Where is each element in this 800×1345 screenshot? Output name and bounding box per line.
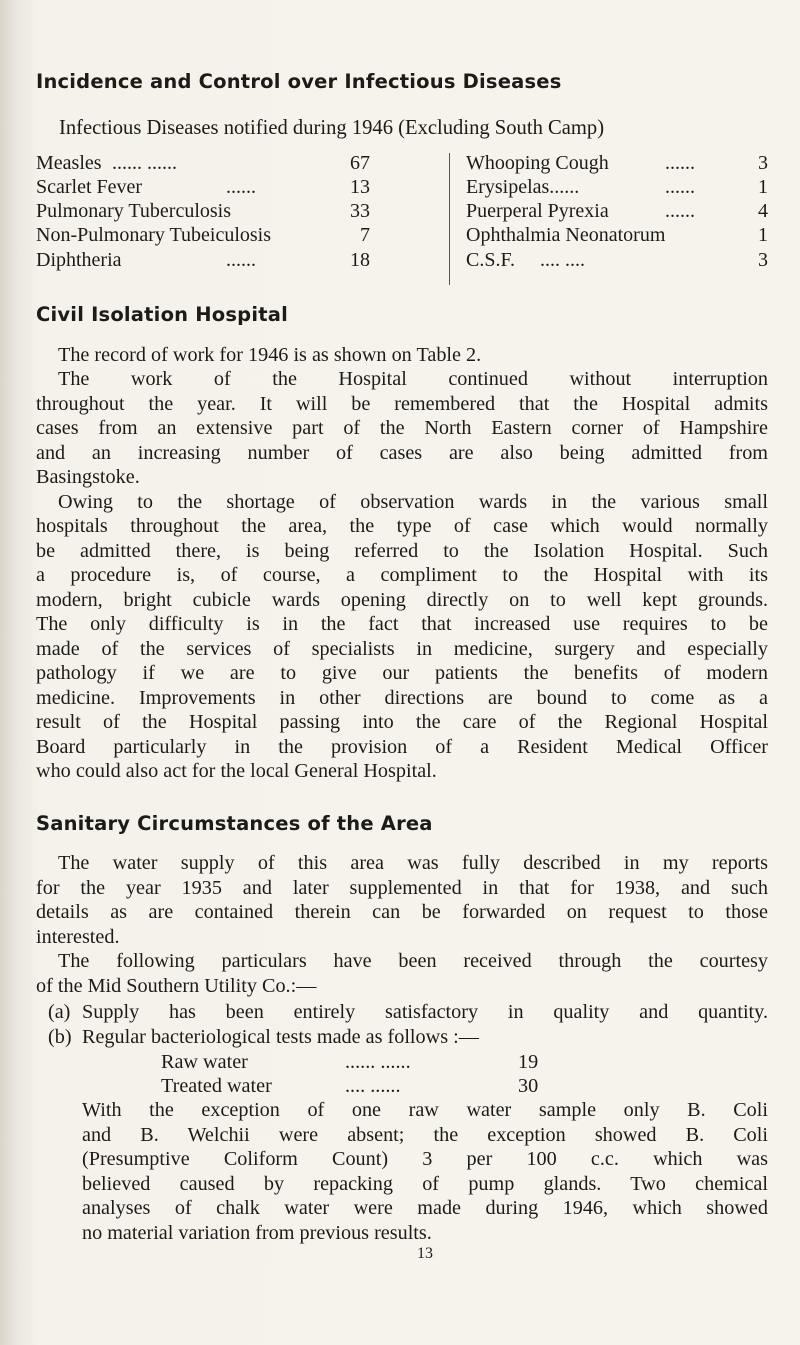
disease-name: Whooping Cough <box>466 152 609 174</box>
disease-name: Puerperal Pyrexia <box>466 200 609 222</box>
leader-dots: ...... ...... <box>345 1051 411 1073</box>
text-line: a procedure is, of course, a compliment to the Hospital with its <box>36 564 768 586</box>
disease-name: Non-Pulmonary Tubeiculosis <box>36 224 272 246</box>
disease-name: Scarlet Fever <box>36 176 143 198</box>
leader-dots: ...... <box>226 249 256 271</box>
text-line: interested. <box>36 926 120 948</box>
text-line: hospitals throughout the area, the type of case which would normally <box>36 515 768 537</box>
disease-count: 4 <box>758 200 768 222</box>
list-marker: (b) <box>48 1026 72 1048</box>
test-value: 30 <box>518 1075 539 1097</box>
leader-dots: ...... <box>665 152 695 174</box>
disease-name: Pulmonary Tuberculosis <box>36 200 232 222</box>
text-line: who could also act for the local General Hospital. <box>36 760 437 782</box>
text-line: no material variation from previous results. <box>82 1222 432 1244</box>
text-line: result of the Hospital passing into the care of the Regional Hospital <box>36 711 768 733</box>
disease-name: Erysipelas...... <box>466 176 580 198</box>
leader-dots: ...... <box>226 176 256 198</box>
notified-caption: Infectious Diseases notified during 1946 (Excluding South Camp) <box>59 117 605 139</box>
disease-count: 67 <box>350 152 370 174</box>
text-line: The only difficulty is in the fact that increased use requires to be <box>36 613 768 635</box>
text-line: modern, bright cubicle wards opening directly on to well kept grounds. <box>36 589 768 611</box>
list-item-text: Supply has been entirely satisfactory in quality and quantity. <box>82 1001 768 1023</box>
disease-name: Diphtheria <box>36 249 122 271</box>
text-line: The work of the Hospital continued without interruption <box>58 368 768 390</box>
text-line: of the Mid Southern Utility Co.:— <box>36 975 317 997</box>
page-number: 13 <box>417 1245 433 1262</box>
text-line: (Presumptive Coliform Count) 3 per 100 c.c. which was <box>82 1148 768 1170</box>
text-line: pathology if we are to give our patients the benefits of modern <box>36 662 768 684</box>
test-label: Treated water <box>161 1075 272 1097</box>
text-line: for the year 1935 and later supplemented in that for 1938, and such <box>36 877 768 899</box>
disease-count: 18 <box>350 249 370 271</box>
text-line: be admitted there, is being referred to the Isolation Hospital. Such <box>36 540 768 562</box>
disease-name: Ophthalmia Neonatorum <box>466 224 666 246</box>
text-line: The record of work for 1946 is as shown on Table 2. <box>58 344 482 366</box>
text-line: analyses of chalk water were made during 1946, which showed <box>82 1197 768 1219</box>
text-line: throughout the year. It will be remembered that the Hospital admits <box>36 393 768 415</box>
disease-count: 33 <box>350 200 370 222</box>
disease-count: 3 <box>758 249 768 271</box>
text-line: and B. Welchii were absent; the exception showed B. Coli <box>82 1124 768 1146</box>
test-label: Raw water <box>161 1051 248 1073</box>
text-line: believed caused by repacking of pump glands. Two chemical <box>82 1173 768 1195</box>
test-value: 19 <box>518 1051 539 1073</box>
list-marker: (a) <box>48 1001 71 1023</box>
disease-count: 1 <box>758 224 768 246</box>
text-line: medicine. Improvements in other directions are bound to come as a <box>36 687 768 709</box>
leader-dots: ...... ...... <box>112 152 177 174</box>
text-line: Owing to the shortage of observation wards in the various small <box>58 491 768 513</box>
text-line: and an increasing number of cases are also being admitted from <box>36 442 768 464</box>
disease-count: 13 <box>350 176 370 198</box>
column-divider <box>449 153 450 285</box>
list-item-text: Regular bacteriological tests made as follows :— <box>82 1026 479 1048</box>
disease-name: Measles <box>36 152 102 174</box>
disease-count: 7 <box>360 224 370 246</box>
text-line: made of the services of specialists in medicine, surgery and especially <box>36 638 768 660</box>
disease-count: 3 <box>758 152 768 174</box>
text-line: Board particularly in the provision of a Resident Medical Officer <box>36 736 768 758</box>
text-line: cases from an extensive part of the North Eastern corner of Hampshire <box>36 417 768 439</box>
disease-name: C.S.F. <box>466 249 515 271</box>
leader-dots: ...... <box>665 176 695 198</box>
section-heading-infectious-diseases: Incidence and Control over Infectious Diseases <box>36 70 562 93</box>
section-heading-isolation-hospital: Civil Isolation Hospital <box>36 303 288 326</box>
disease-count: 1 <box>758 176 768 198</box>
text-line: details as are contained therein can be forwarded on request to those <box>36 901 768 923</box>
leader-dots: .... .... <box>540 249 585 271</box>
leader-dots: .... ...... <box>345 1075 401 1097</box>
leader-dots: ...... <box>665 200 695 222</box>
text-line: The following particulars have been received through the courtesy <box>58 950 768 972</box>
text-line: The water supply of this area was fully described in my reports <box>58 852 768 874</box>
text-line: Basingstoke. <box>36 466 140 488</box>
text-line: With the exception of one raw water sample only B. Coli <box>82 1099 768 1121</box>
section-heading-sanitary: Sanitary Circumstances of the Area <box>36 812 433 835</box>
